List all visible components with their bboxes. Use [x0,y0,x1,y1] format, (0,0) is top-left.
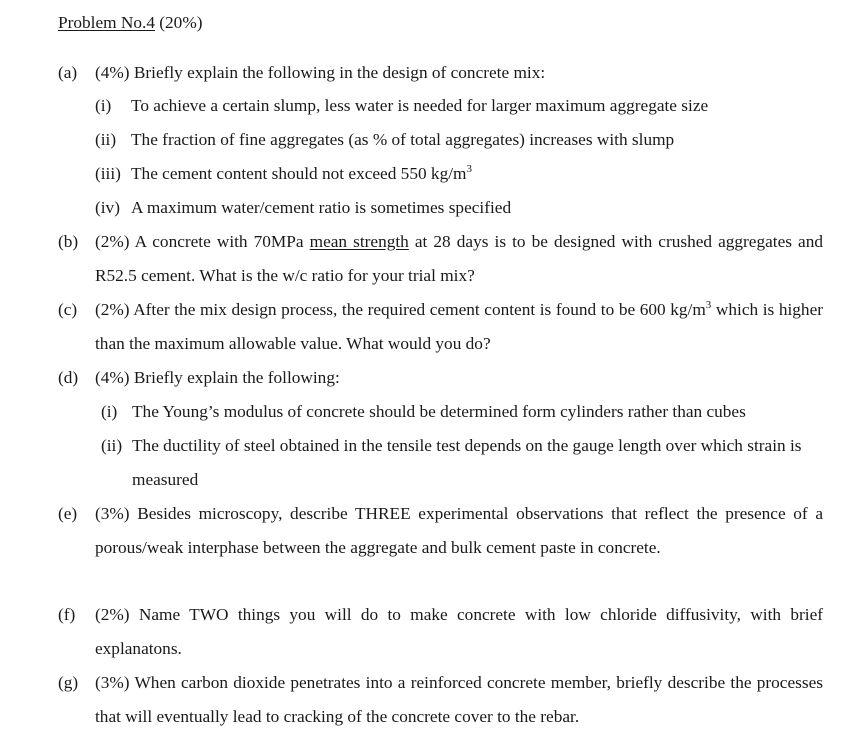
question-a-item-iv [95,191,511,225]
item-text: The Young’s modulus of concrete should be determined form cylinders rather than cubes [132,402,746,421]
item-text: The fraction of fine aggregates (as % of total aggregates) increases with slump [131,130,675,149]
question-label: (f) [58,605,76,624]
question-d-item-ii [101,429,826,497]
question-label: (c) [58,300,78,319]
superscript: 3 [466,163,472,176]
question-b [58,225,823,293]
question-text: (2%) Name TWO things you will do to make concrete with low chloride diffusivity, with brief explanatons. [95,605,823,658]
problem-number: Problem No.4 [58,13,155,32]
item-text: A maximum water/cement ratio is sometimes specified [131,198,512,217]
question-label: (b) [58,232,79,251]
item-text: The ductility of steel obtained in the tensile test depends on the gauge length over which strain is measured [132,436,802,489]
question-label: (e) [58,504,78,523]
question-d [58,361,823,395]
superscript: 3 [705,299,712,312]
question-label: (g) [58,673,79,692]
question-text: (3%) When carbon dioxide penetrates into a reinforced concrete member, briefly describe the processes that will eventually lead to cracking of the concrete cover to the rebar. [95,673,823,726]
item-text: The cement content should not exceed 550 kg/m [131,164,467,183]
question-text: (4%) Briefly explain the following: [95,368,340,387]
question-text [95,225,823,293]
question-a-item-i [95,89,708,123]
question-label: (d) [58,368,79,387]
item-label: (ii) [101,436,123,455]
item-label: (ii) [95,130,117,149]
question-a-item-iii [95,157,472,191]
question-text: (3%) Besides microscopy, describe THREE experimental observations that reflect the presence of a porous/weak interphase between the aggregate and bulk cement paste in concrete. [95,504,823,557]
text-part: which is higher than the maximum allowable value. What would you do? [95,300,824,353]
text-part: (2%) After the mix design process, the required cement content is found to be 600 kg/m [95,300,706,319]
question-f [58,598,823,666]
item-label: (iii) [95,164,121,183]
mean-strength-term: mean strength [309,232,409,251]
question-g [58,666,823,734]
question-text: (4%) Briefly explain the following in the design of concrete mix: [95,63,546,82]
question-e [58,497,823,565]
question-label: (a) [58,63,78,82]
problem-title [58,13,202,33]
question-d-item-i [101,395,826,429]
question-c [58,293,823,361]
item-label: (i) [95,96,112,115]
question-a-item-ii [95,123,674,157]
text-part: at 28 days is to be designed with crushed aggregates and R52.5 cement. What is the w/c ratio for your trial mix? [95,232,824,285]
item-text: To achieve a certain slump, less water is needed for larger maximum aggregate size [131,96,709,115]
text-part: (2%) A concrete with 70MPa [95,232,310,251]
question-text [95,293,823,361]
item-label: (iv) [95,198,120,217]
question-a [58,56,823,90]
problem-weight: (20%) [154,13,203,32]
item-label: (i) [101,402,118,421]
